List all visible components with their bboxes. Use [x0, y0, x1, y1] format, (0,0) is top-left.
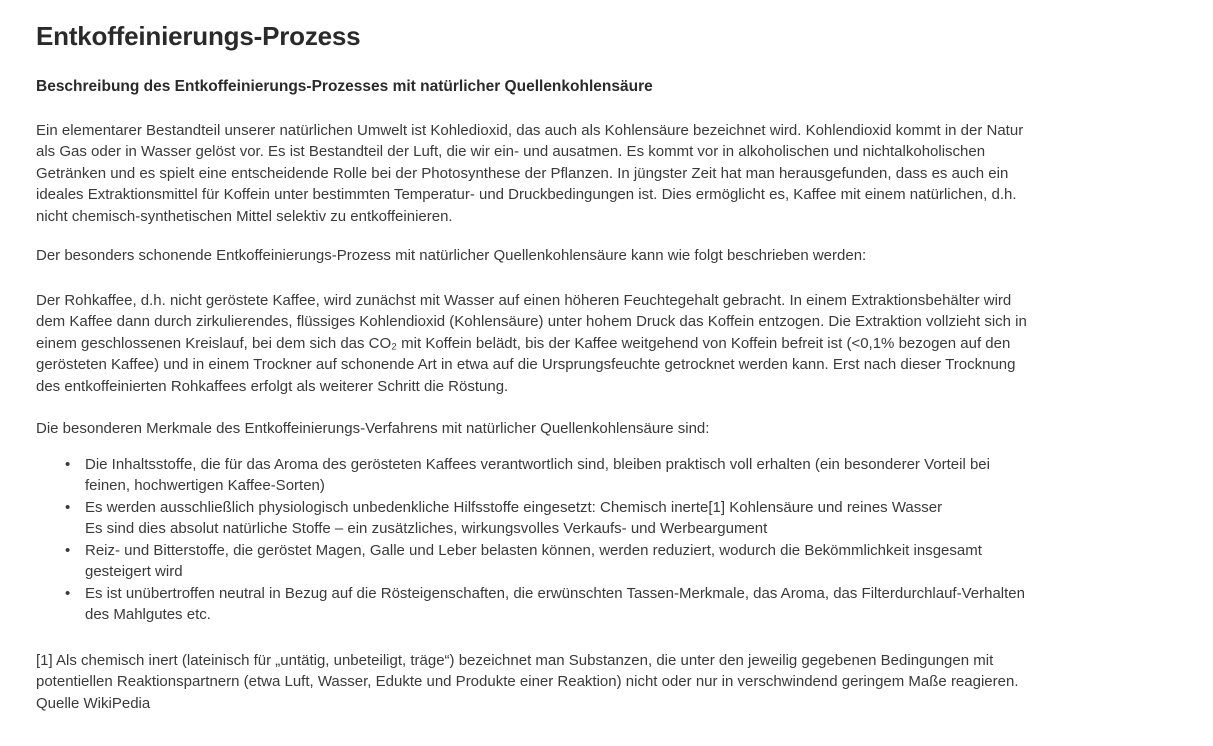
paragraph-process	[36, 290, 1183, 398]
page-title: Entkoffeinierungs-Prozess	[36, 21, 361, 51]
text-line: dem Kaffee dann durch zirkulierendes, flüssiges Kohlendioxid (Kohlensäure) unter hohem Druck das Koffein entzogen. Die Extraktion vollzieht sich in	[36, 313, 1027, 330]
list-item	[36, 497, 1183, 540]
text-line: Getränken und es spielt eine entscheidende Rolle bei der Photosynthese der Pflanzen. In jüngster Zeit hat man herausgefunden, dass es auch ein	[36, 164, 1009, 182]
paragraph-intro	[36, 120, 1183, 228]
bullet-icon: •	[65, 455, 71, 473]
text-line: Die Inhaltsstoffe, die für das Aroma des gerösteten Kaffees verantwortlich sind, bleiben praktisch voll erhalten (ein besonderer Vorteil bei	[85, 455, 990, 473]
text-line: ideales Extraktionsmittel für Koffein unter bestimmten Temperatur- und Druckbedingungen ist. Dies ermöglicht es, Kaffee mit einem natürlichen, d.h.	[36, 186, 1017, 203]
paragraph-process-lead	[36, 245, 1183, 267]
text-line: nicht chemisch-synthetischen Mittel selektiv zu entkoffeinieren.	[36, 207, 453, 225]
bullet-icon: •	[65, 584, 71, 602]
paragraph-features-lead	[36, 418, 1183, 440]
bullet-icon: •	[65, 498, 71, 516]
text-line: Der Rohkaffee, d.h. nicht geröstete Kaffee, wird zunächst mit Wasser auf einen höheren Feuchtegehalt gebracht. In einem Extraktionsbehälter wird	[36, 291, 1012, 309]
text-line: Reiz- und Bitterstoffe, die geröstet Magen, Galle und Leber belasten können, werden reduziert, wodurch die Bekömmlichkeit insgesamt	[85, 541, 982, 559]
text-line: potentiellen Reaktionspartnern (etwa Luft, Wasser, Edukte und Produkte einer Reaktion) nicht oder nur in verschwindend geringem Maße reagieren.	[36, 673, 1019, 690]
text-line: Es sind dies absolut natürliche Stoffe – ein zusätzliches, wirkungsvolles Verkaufs- und Werbeargument	[85, 520, 768, 537]
text-line: als Gas oder in Wasser gelöst vor. Es ist Bestandteil der Luft, die wir ein- und ausatmen. Es kommt vor in alkoholischen und nichtalkoholischen	[36, 143, 986, 160]
text-line: gesteigert wird	[85, 563, 183, 580]
text-line: Es werden ausschließlich physiologisch unbedenkliche Hilfsstoffe eingesetzt: Chemisch inerte[1] Kohlensäure und reines Wasser	[85, 498, 943, 516]
list-item	[36, 540, 1183, 583]
text-line: des entkoffeinierten Rohkaffees erfolgt als weiterer Schritt die Röstung.	[36, 377, 509, 395]
text-line: einem geschlossenen Kreislauf, bei dem sich das CO₂ mit Koffein belädt, bis der Kaffee weitgehend von Koffein befreit ist (<0,1% bezogen auf den	[36, 334, 1011, 352]
document-subtitle: Beschreibung des Entkoffeinierungs-Prozesses mit natürlicher Quellenkohlensäure	[36, 78, 653, 95]
text-line: Der besonders schonende Entkoffeinierungs-Prozess mit natürlicher Quellenkohlensäure kann wie folgt beschrieben werden:	[36, 247, 867, 264]
text-line: feinen, hochwertigen Kaffee-Sorten)	[85, 477, 325, 494]
footnote	[36, 650, 1183, 715]
text-line: Die besonderen Merkmale des Entkoffeinierungs-Verfahrens mit natürlicher Quellenkohlensäure sind:	[36, 420, 710, 437]
text-line: Ein elementarer Bestandteil unserer natürlichen Umwelt ist Kohledioxid, das auch als Kohlensäure bezeichnet wird. Kohlendioxid kommt in der Natur	[36, 121, 1024, 139]
text-line: des Mahlgutes etc.	[85, 606, 211, 623]
text-line: Es ist unübertroffen neutral in Bezug auf die Rösteigenschaften, die erwünschten Tassen-Merkmale, das Aroma, das Filterdurchlauf-Verhalten	[85, 584, 1025, 602]
text-line: gerösteten Kaffee) und in einem Trockner auf schonende Art in etwa auf die Ursprungsfeuchte getrocknet werden kann. Erst nach dieser Trocknung	[36, 356, 1016, 373]
bullet-icon: •	[65, 541, 71, 559]
feature-list	[36, 454, 1183, 626]
text-line: Quelle WikiPedia	[36, 694, 151, 712]
text-line: [1] Als chemisch inert (lateinisch für „untätig, unbeteiligt, träge“) bezeichnet man Substanzen, die unter den jeweilig gegebenen Bedingungen mit	[36, 651, 994, 669]
list-item	[36, 583, 1183, 626]
list-item	[36, 454, 1183, 497]
